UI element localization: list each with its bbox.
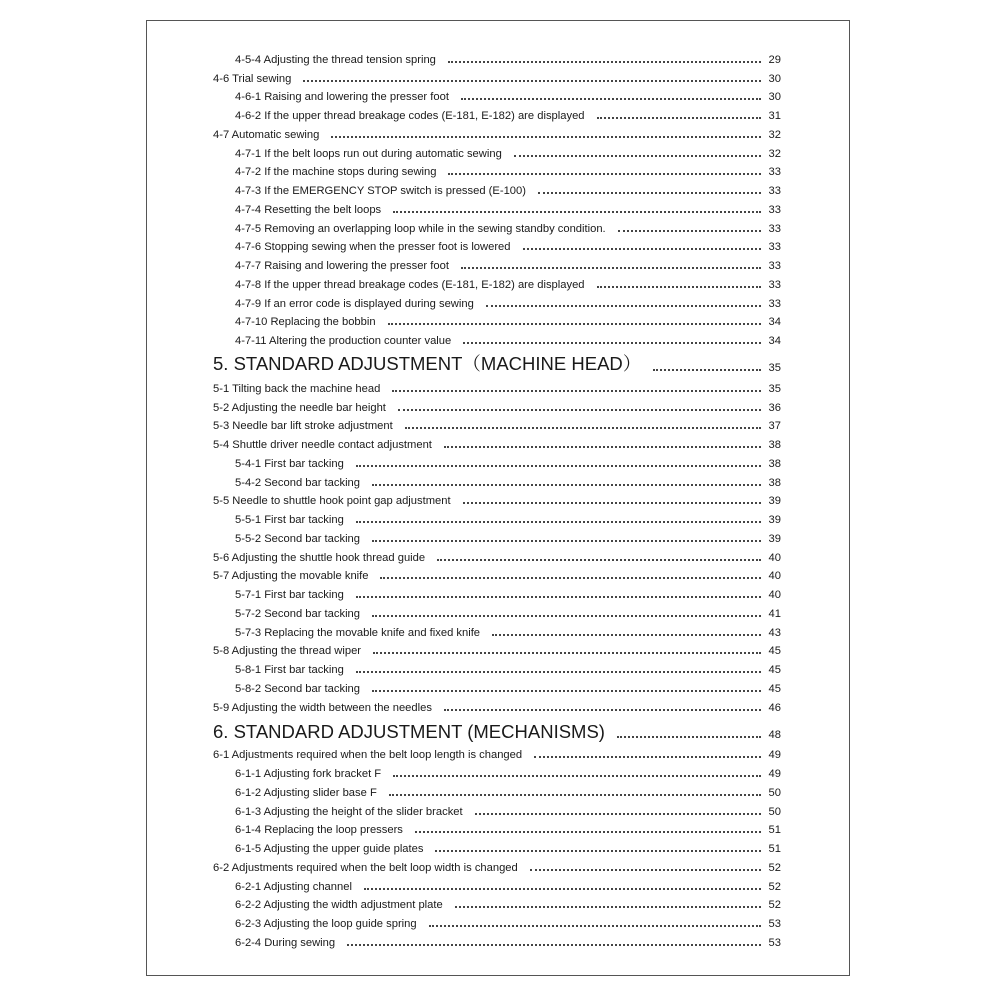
dot-leader [437,559,761,561]
toc-page-number: 30 [768,91,781,104]
toc-entry-title: 4-7-9 If an error code is displayed during sewing [235,297,474,310]
toc-page-number: 30 [768,72,781,85]
toc-entry [213,659,781,678]
toc-entry-title: 4-7-4 Resetting the belt loops [235,203,382,216]
dot-leader [492,634,761,636]
toc-entry [213,678,781,697]
toc-entry-title: 5-7-2 Second bar tacking [235,607,361,620]
toc-page-number: 45 [768,682,781,695]
toc-chapter-heading [213,718,781,745]
dot-leader [617,736,761,738]
toc-entry [213,416,781,435]
toc-entry [213,876,781,895]
toc-entry [213,509,781,528]
toc-entry-title: 6-1-5 Adjusting the upper guide plates [235,843,424,855]
toc-entry [213,622,781,641]
table-of-contents [213,49,781,951]
toc-entry [213,584,781,603]
toc-page-number: 38 [768,476,781,489]
dot-leader [597,286,761,288]
toc-page-number: 34 [768,335,781,347]
toc-entry-title: 4-7-3 If the EMERGENCY STOP switch is pressed (E-100) [235,185,526,197]
toc-entry-title: 4-7-11 Altering the production counter value [235,335,452,347]
toc-page-number: 39 [768,532,781,545]
toc-page-number: 34 [768,316,781,329]
toc-entry-title: 4-7-6 Stopping sewing when the presser foot is lowered [235,241,511,254]
toc-entry-title: 6-2-4 During sewing [235,936,336,949]
toc-entry-title: 5-8-1 First bar tacking [235,664,344,676]
toc-entry [213,255,781,274]
toc-entry-title: 6-2-2 Adjusting the width adjustment plate [235,899,443,912]
toc-entry-title: 4-6 Trial sewing [213,72,292,85]
dot-leader [331,136,761,138]
dot-leader [429,925,761,927]
toc-page-number: 46 [768,701,781,714]
toc-page-number: 52 [768,880,781,893]
toc-entry-title: 5-2 Adjusting the needle bar height [213,401,386,414]
toc-entry-title: 5-8 Adjusting the thread wiper [213,645,362,658]
toc-page-number: 32 [768,147,781,160]
dot-leader [475,813,761,815]
dot-leader [415,831,761,833]
dot-leader [392,390,761,392]
toc-entry [213,895,781,914]
dot-leader [455,906,761,908]
toc-chapter-heading [213,351,781,378]
toc-entry [213,293,781,312]
toc-entry [213,434,781,453]
toc-page-number: 49 [768,768,781,780]
toc-entry-title: 4-7-2 If the machine stops during sewing [235,166,437,179]
toc-page-number: 41 [768,607,781,620]
toc-entry [213,87,781,106]
toc-entry [213,199,781,218]
toc-entry [213,820,781,839]
toc-page-number: 48 [768,728,781,741]
toc-entry [213,641,781,660]
toc-entry [213,49,781,68]
toc-page-number: 35 [768,362,781,374]
dot-leader [373,652,761,654]
toc-page-number: 33 [768,185,781,197]
toc-entry-title: 5-4-2 Second bar tacking [235,476,361,489]
dot-leader [463,502,761,504]
dot-leader [653,369,761,371]
toc-entry [213,913,781,932]
dot-leader [356,596,761,598]
dot-leader [534,756,761,758]
toc-entry [213,566,781,585]
toc-entry-title: 4-7-10 Replacing the bobbin [235,316,376,329]
dot-leader [380,577,761,579]
toc-page-number: 52 [768,861,781,874]
toc-page-number: 38 [768,439,781,451]
toc-page-number: 45 [768,664,781,676]
toc-entry-title: 5-5-2 Second bar tacking [235,532,361,545]
toc-entry [213,68,781,87]
document-page [146,20,850,976]
toc-page-number: 49 [768,749,781,762]
toc-entry-title: 4-7-7 Raising and lowering the presser foot [235,260,449,272]
dot-leader [461,98,761,100]
toc-page-number: 43 [768,626,781,639]
toc-entry [213,697,781,716]
toc-entry [213,330,781,349]
dot-leader [523,248,762,250]
toc-entry [213,397,781,416]
toc-entry [213,453,781,472]
dot-leader [303,80,761,82]
toc-entry-title: 5-5 Needle to shuttle hook point gap adjustment [213,495,451,508]
toc-entry [213,143,781,162]
toc-entry [213,105,781,124]
toc-page-number: 35 [768,382,781,395]
toc-entry-title: 5-3 Needle bar lift stroke adjustment [213,420,393,433]
toc-entry-title: 5-4-1 First bar tacking [235,457,344,470]
dot-leader [435,850,761,852]
dot-leader [393,775,761,777]
toc-entry-title: 4-6-2 If the upper thread breakage codes (E-181, E-182) are displayed [235,110,585,122]
toc-page-number: 53 [768,918,781,930]
dot-leader [364,888,761,890]
toc-page-number: 33 [768,297,781,310]
dot-leader [356,671,761,673]
toc-entry [213,378,781,397]
toc-page-number: 39 [768,495,781,508]
toc-page-number: 33 [768,222,781,235]
toc-entry [213,472,781,491]
toc-page-number: 33 [768,203,781,216]
toc-page-number: 33 [768,241,781,254]
dot-leader [405,427,761,429]
dot-leader [356,521,761,523]
toc-page-number: 40 [768,551,781,564]
toc-entry-title: 5. STANDARD ADJUSTMENT（MACHINE HEAD） [213,353,642,374]
toc-page-number: 52 [768,899,781,912]
toc-entry [213,603,781,622]
toc-entry-title: 4-7 Automatic sewing [213,128,320,141]
toc-entry-title: 4-5-4 Adjusting the thread tension spring [235,53,436,66]
dot-leader [461,267,761,269]
toc-entry [213,237,781,256]
toc-entry [213,763,781,782]
toc-page-number: 33 [768,166,781,179]
dot-leader [538,192,761,194]
toc-entry-title: 6-2-1 Adjusting channel [235,880,352,893]
toc-entry-title: 5-1 Tilting back the machine head [213,382,381,395]
toc-entry [213,782,781,801]
dot-leader [388,323,761,325]
toc-entry [213,801,781,820]
toc-entry [213,162,781,181]
dot-leader [448,173,761,175]
toc-entry-title: 5-7-3 Replacing the movable knife and fixed knife [235,626,481,639]
toc-entry [213,838,781,857]
toc-entry [213,180,781,199]
dot-leader [486,305,761,307]
toc-entry-title: 4-7-8 If the upper thread breakage codes (E-181, E-182) are displayed [235,278,585,291]
dot-leader [597,117,761,119]
dot-leader [347,944,761,946]
toc-entry [213,932,781,951]
dot-leader [372,615,761,617]
dot-leader [372,540,761,542]
toc-entry [213,528,781,547]
dot-leader [398,409,761,411]
toc-page-number: 32 [768,128,781,141]
toc-entry-title: 5-9 Adjusting the width between the needles [213,701,432,714]
toc-entry [213,274,781,293]
dot-leader [389,794,761,796]
toc-page-number: 40 [768,570,781,583]
toc-entry [213,312,781,331]
toc-page-number: 29 [768,53,781,66]
toc-page-number: 33 [768,260,781,272]
toc-page-number: 53 [768,936,781,949]
dot-leader [463,342,761,344]
toc-page-number: 36 [768,401,781,414]
toc-entry [213,857,781,876]
toc-entry-title: 5-5-1 First bar tacking [235,514,344,526]
toc-page-number: 45 [768,645,781,658]
toc-entry-title: 6-1-4 Replacing the loop pressers [235,824,403,837]
toc-entry-title: 5-7 Adjusting the movable knife [213,570,369,583]
dot-leader [618,230,761,232]
dot-leader [444,709,761,711]
toc-entry-title: 6-2-3 Adjusting the loop guide spring [235,918,417,930]
toc-page-number: 40 [768,589,781,601]
toc-entry [213,745,781,764]
dot-leader [393,211,761,213]
toc-entry-title: 6. STANDARD ADJUSTMENT (MECHANISMS) [213,720,605,742]
toc-entry [213,124,781,143]
toc-entry-title: 6-1 Adjustments required when the belt loop length is changed [213,749,523,762]
toc-entry-title: 4-7-1 If the belt loops run out during automatic sewing [235,147,502,160]
toc-entry-title: 6-1-3 Adjusting the height of the slider bracket [235,805,463,818]
toc-page-number: 39 [768,514,781,526]
toc-entry [213,491,781,510]
toc-entry-title: 5-8-2 Second bar tacking [235,682,361,695]
toc-page-number: 51 [768,843,781,855]
toc-entry-title: 5-7-1 First bar tacking [235,589,344,601]
toc-page-number: 33 [768,278,781,291]
toc-page-number: 31 [768,110,781,122]
toc-entry [213,547,781,566]
toc-entry-title: 4-7-5 Removing an overlapping loop while in the sewing standby condition. [235,222,606,235]
dot-leader [372,484,761,486]
toc-entry-title: 6-1-2 Adjusting slider base F [235,786,377,799]
toc-page-number: 50 [768,786,781,799]
dot-leader [356,465,761,467]
dot-leader [444,446,761,448]
toc-page-number: 37 [768,420,781,433]
dot-leader [514,155,761,157]
dot-leader [530,869,761,871]
toc-entry-title: 4-6-1 Raising and lowering the presser foot [235,91,449,104]
toc-page-number: 38 [768,457,781,470]
dot-leader [372,690,761,692]
toc-entry-title: 5-6 Adjusting the shuttle hook thread guide [213,551,426,564]
toc-page-number: 51 [768,824,781,837]
toc-entry-title: 5-4 Shuttle driver needle contact adjustment [213,439,432,451]
toc-entry [213,218,781,237]
toc-page-number: 50 [768,805,781,818]
toc-entry-title: 6-2 Adjustments required when the belt loop width is changed [213,861,518,874]
toc-entry-title: 6-1-1 Adjusting fork bracket F [235,768,382,780]
dot-leader [448,61,761,63]
